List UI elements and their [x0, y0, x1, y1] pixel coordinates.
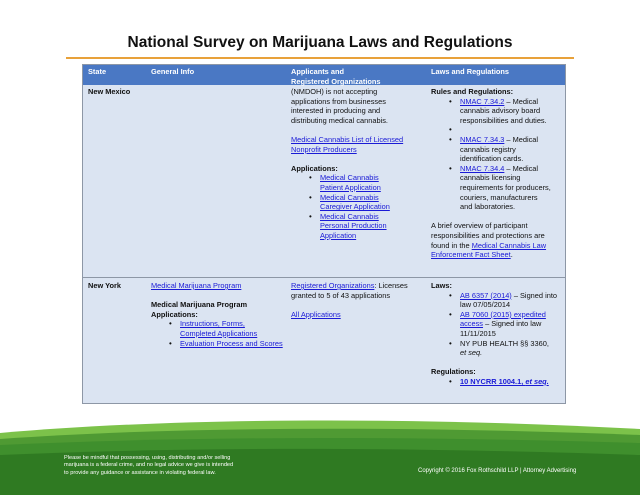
ny-program-label: Medical Marijuana Program [151, 300, 248, 310]
disclaimer-line: marijuana is a federal crime, and no legal advice we give is intended [64, 462, 234, 469]
disclaimer-line: to provide any guidance or assistance in violating federal law. [64, 469, 216, 476]
nmac-7-34-2-link[interactable]: NMAC 7.34.2 [460, 96, 505, 106]
link-line: • Medical Cannabis [320, 173, 379, 183]
rule-text: cannabis licensing [460, 173, 521, 183]
all-applications-link[interactable]: All Applications [291, 309, 341, 319]
rule-text: – Medical [504, 163, 539, 173]
state-new-mexico: New Mexico [88, 87, 131, 96]
list-item [431, 97, 565, 126]
caregiver-application-link[interactable] [320, 193, 427, 212]
list-item [291, 173, 427, 192]
link-line: Application [320, 230, 357, 240]
header-applicants-line2: Registered Organizations [291, 76, 381, 86]
patient-application-link[interactable] [320, 173, 427, 192]
table-header [83, 65, 565, 85]
evaluation-process-link[interactable]: Evaluation Process and Scores [180, 338, 283, 348]
link-line: Nonprofit Producers [291, 144, 357, 154]
link-text-italic: et seq. [525, 376, 549, 386]
list-item [431, 339, 565, 358]
link-line: • Medical Cannabis [320, 192, 379, 202]
list-item [431, 377, 565, 387]
nm-laws-cell [431, 87, 565, 260]
list-item [431, 164, 565, 212]
fact-sheet-link-part2[interactable]: Enforcement Fact Sheet [431, 250, 511, 260]
header-state: State [88, 67, 107, 76]
ny-laws-cell [431, 281, 565, 387]
ny-regulations-label: Regulations: [431, 367, 476, 377]
law-text: law 07/05/2014 [460, 300, 511, 310]
list-item [291, 212, 427, 241]
spacer [431, 125, 565, 135]
overview-text: responsibilities and protections are [431, 230, 545, 240]
law-text: • NY PUB HEALTH §§ 3360, [460, 338, 549, 348]
link-line: • Medical Cannabis [320, 211, 379, 221]
ny-program-link[interactable]: Medical Marijuana Program [151, 281, 242, 290]
rule-text: and laboratories. [460, 202, 516, 212]
ny-applicants-cell [291, 281, 427, 319]
nmac-7-34-3-link[interactable]: NMAC 7.34.3 [460, 134, 505, 144]
link-line: Medical Cannabis List of Licensed [291, 134, 404, 144]
reg-text: granted to 5 of 43 applications [291, 290, 391, 300]
list-item [431, 135, 565, 164]
personal-production-application-link[interactable] [320, 212, 427, 241]
link-line: Caregiver Application [320, 202, 390, 212]
link-line: Patient Application [320, 182, 381, 192]
list-item [151, 339, 287, 349]
state-new-york: New York [88, 281, 121, 290]
table-row [83, 279, 565, 405]
ny-info-cell [151, 281, 287, 348]
link-line: • Instructions, Forms, [180, 319, 245, 329]
list-item [431, 291, 565, 310]
reg-text: : Licenses [374, 281, 408, 290]
list-item [151, 319, 287, 338]
nm-rules-label: Rules and Regulations: [431, 87, 514, 96]
rule-text: couriers, manufacturers [460, 192, 538, 202]
nm-licensed-producers-link[interactable] [291, 135, 427, 154]
header-applicants [291, 67, 381, 86]
table-row [83, 85, 565, 278]
registered-organizations-link[interactable]: Registered Organizations [291, 281, 375, 290]
ab-7060-link-line2[interactable]: access [460, 319, 484, 329]
title-divider [66, 57, 574, 59]
ny-applications-label: Applications: [151, 309, 198, 319]
overview-text: A brief overview of participant [431, 221, 528, 231]
rule-text: – Medical [504, 96, 539, 106]
overview-text: found in the [431, 240, 472, 250]
rule-text: – Medical [504, 134, 539, 144]
fact-sheet-link-part1[interactable]: Medical Cannabis Law [471, 240, 547, 250]
rule-text: requirements for producers, [460, 182, 551, 192]
ab-6357-link[interactable]: AB 6357 (2014) [460, 290, 512, 300]
link-line: Personal Production [320, 221, 387, 231]
nm-app-line: (NMDOH) is not accepting [291, 87, 378, 96]
law-text: – Signed into law [483, 319, 542, 329]
laws-table [82, 64, 566, 404]
list-item [431, 310, 565, 339]
rule-text: cannabis advisory board [460, 106, 541, 116]
ab-7060-link-line1[interactable]: • AB 7060 (2015) expedited [460, 309, 546, 319]
nm-app-line: applications from businesses [291, 96, 386, 106]
footer-disclaimer [64, 455, 264, 477]
disclaimer-line: Please be mindful that possessing, using, distributing and/or selling [64, 455, 231, 461]
rule-text: identification cards. [460, 154, 524, 164]
page-title: National Survey on Marijuana Laws and Regulations [127, 34, 513, 51]
list-item [291, 193, 427, 212]
law-text: – Signed into [511, 290, 557, 300]
instructions-forms-link[interactable] [180, 319, 287, 338]
ny-laws-label: Laws: [431, 281, 452, 290]
nmac-7-34-4-link[interactable]: NMAC 7.34.4 [460, 163, 505, 173]
law-text: 11/11/2015 [460, 328, 496, 338]
rule-text: cannabis registry [460, 144, 516, 154]
nm-app-line: distributing medical cannabis. [291, 115, 388, 125]
link-text: 10 NYCRR 1004.1, [460, 376, 526, 386]
header-applicants-line1: Applicants and [291, 67, 344, 76]
rule-text: responsibilities and duties. [460, 115, 547, 125]
law-text-italic: et seq. [460, 348, 483, 358]
nm-applicants-cell [291, 87, 427, 241]
footer-copyright: Copyright © 2016 Fox Rothschild LLP | Attorney Advertising [418, 468, 577, 474]
nm-applications-label: Applications: [291, 163, 338, 173]
overview-text: . [510, 250, 513, 260]
nycrr-link[interactable] [460, 377, 549, 386]
link-line: Completed Applications [180, 328, 258, 338]
nm-app-line: interested in producing and [291, 106, 381, 116]
header-laws: Laws and Regulations [431, 67, 510, 76]
header-general-info: General Info [151, 67, 195, 76]
